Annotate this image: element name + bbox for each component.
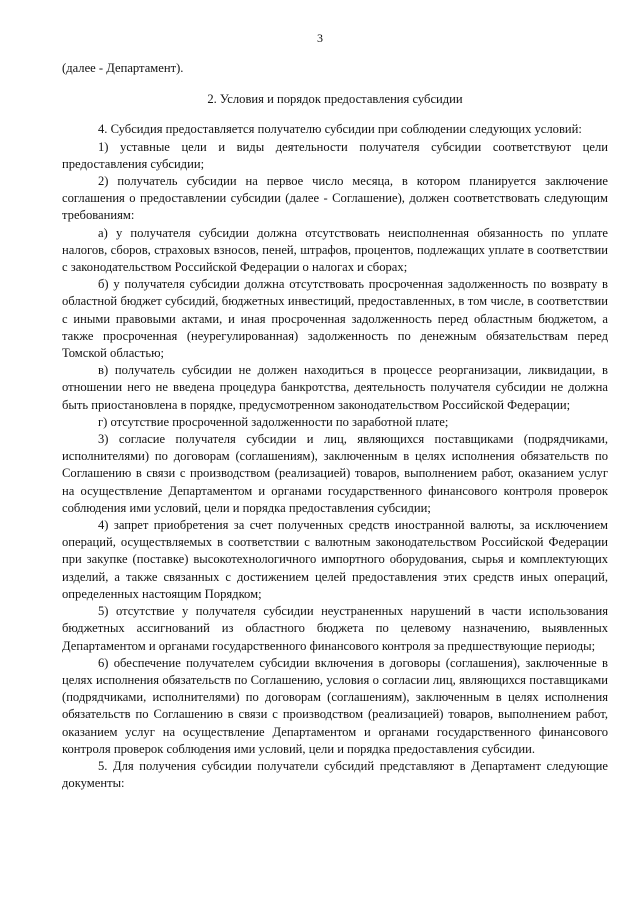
paragraph-clause-4: 4. Субсидия предоставляется получателю субсидии при соблюдении следующих условий: (98, 122, 582, 137)
paragraph-item-2a: а) у получателя субсидии должна отсутствовать неисполненная обязанность по уплате налогов, сборов, страховых взносов, пеней, штрафов, процентов, подлежащих уплате в соответствии с законодательством Российской Федерации о налогах и сборах; (62, 225, 608, 275)
paragraph-item-6: 6) обеспечение получателем субсидии включения в договоры (соглашения), заключенные в целях исполнения обязательств по Соглашению, условия о согласии лиц, являющихся поставщиками (подрядчиками, исполнителями) по договорам (соглашениям), заключенным в целях исполнения обязательств по Соглашению в связи с производством (реализацией) товаров, выполнением работ, оказанием услуг на осуществление Департаментом и органами государственного финансового контроля проверок соблюдения ими условий, цели и порядка предоставления субсидии. (62, 655, 608, 756)
paragraph-item-5: 5) отсутствие у получателя субсидии неустраненных нарушений в части использования бюджетных ассигнований из областного бюджета по целевому назначению, выявленных Департаментом и органами государственного финансового контроля за предшествующие периоды; (62, 604, 608, 653)
paragraph-clause-5: 5. Для получения субсидии получатели субсидий представляют в Департамент следующие документы: (62, 758, 608, 791)
document-body (62, 60, 608, 792)
section-heading: 2. Условия и порядок предоставления субсидии (207, 92, 463, 107)
paragraph-item-2: 2) получатель субсидии на первое число месяца, в котором планируется заключение соглашения о предоставлении субсидии (далее - Соглашение), должен соответствовать следующим требованиям: (62, 174, 608, 223)
paragraph-item-3: 3) согласие получателя субсидии и лиц, являющихся поставщиками (подрядчиками, исполнителями) по договорам (соглашениям), заключенным в целях исполнения обязательств по Соглашению в связи с производством (реализацией) товаров, выполнением работ, оказанием услуг на осуществление Департаментом и органами государственного финансового контроля проверок соблюдения ими условий, цели и порядка предоставления субсидии; (62, 432, 608, 515)
paragraph-item-4: 4) запрет приобретения за счет полученных средств иностранной валюты, за исключением операций, осуществляемых в соответствии с валютным законодательством Российской Федерации при закупке (поставке) высокотехнологичного импортного оборудования, сырья и комплектующих изделий, а также связанных с достижением целей предоставления этих средств иных операций, определенных настоящим Порядком; (62, 518, 608, 601)
paragraph-item-2b: б) у получателя субсидии должна отсутствовать просроченная задолженность по возврату в областной бюджет субсидий, бюджетных инвестиций, предоставленных, в том числе, в соответствии с иными правовыми актами, и иная просроченная задолженность перед областным бюджетом, а также просроченная (неурегулированная) задолженность по денежным обязательствам перед Томской областью; (62, 277, 608, 361)
paragraph-item-1: 1) уставные цели и виды деятельности получателя субсидии соответствуют цели предоставления субсидии; (62, 139, 608, 171)
paragraph-continuation: (далее - Департамент). (62, 61, 184, 75)
paragraph-item-2v: в) получатель субсидии не должен находиться в процессе реорганизации, ликвидации, в отношении него не введена процедура банкротства, деятельность получателя субсидии не должна быть приостановлена в порядке, предусмотренном законодательством Российской Федерации; (62, 363, 608, 412)
page-number: 3 (317, 31, 323, 45)
paragraph-item-2g: г) отсутствие просроченной задолженности по заработной плате; (98, 414, 449, 429)
